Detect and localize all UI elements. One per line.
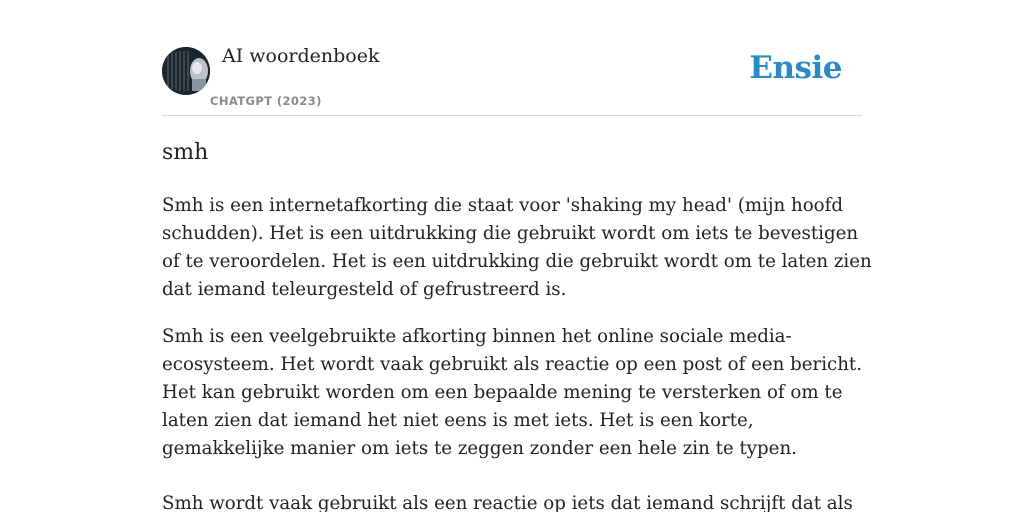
author-name[interactable]: AI woordenboek xyxy=(222,45,380,67)
avatar-image xyxy=(162,47,210,95)
author-meta: CHATGPT (2023) xyxy=(210,94,322,108)
entry-paragraph: Smh is een veelgebruikte afkorting binnen het online sociale media-ecosysteem. Het wordt vaak gebruikt als reactie op een post of een bericht. Het kan gebruikt worden om een bepaalde mening te versterken of om te laten zien dat iemand het niet eens is met iets. Het is een korte, gemakkelijke manier om iets te zeggen zonder een hele zin te typen. xyxy=(162,326,863,459)
entry-term: smh xyxy=(162,140,209,165)
entry-paragraph: Smh wordt vaak gebruikt als een reactie op iets dat iemand schrijft dat als xyxy=(162,493,853,512)
robot-avatar-icon[interactable] xyxy=(162,47,210,95)
entry-paragraph: Smh is een internetafkorting die staat voor 'shaking my head' (mijn hoofd schudden). Het is een uitdrukking die gebruikt wordt om iets te bevestigen of te veroordelen. Het is een uitdrukking die gebruikt wordt om te laten zien dat iemand teleurgesteld of gefrustreerd is. xyxy=(162,195,872,300)
content-container xyxy=(162,0,872,512)
brand-logo[interactable]: Ensie xyxy=(749,50,842,86)
header xyxy=(162,0,862,116)
